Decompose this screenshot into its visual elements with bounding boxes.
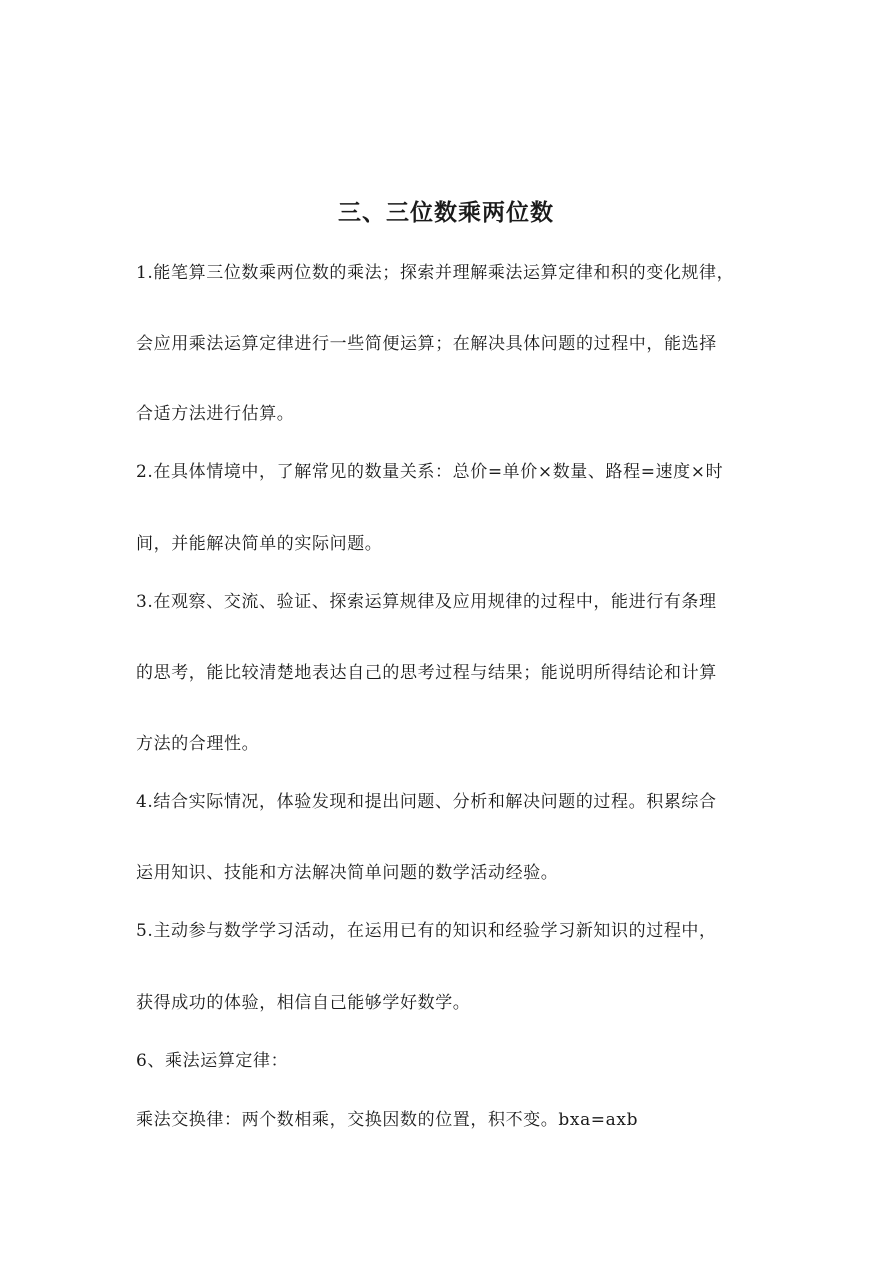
text-line-1: 1.能笔算三位数乘两位数的乘法；探索并理解乘法运算定律和积的变化规律， — [136, 263, 735, 283]
text-line-11: 5.主动参与数学学习活动，在运用已有的知识和经验学习新知识的过程中， — [136, 921, 717, 941]
text-line-3: 合适方法进行估算。 — [136, 404, 295, 424]
text-line-13: 6、乘法运算定律： — [136, 1051, 289, 1071]
text-line-8: 方法的合理性。 — [136, 734, 260, 754]
text-line-6: 3.在观察、交流、验证、探索运算规律及应用规律的过程中，能进行有条理 — [136, 592, 717, 612]
text-line-5: 间，并能解决简单的实际问题。 — [136, 534, 383, 554]
text-line-10: 运用知识、技能和方法解决简单问题的数学活动经验。 — [136, 863, 559, 883]
text-line-12: 获得成功的体验，相信自己能够学好数学。 — [136, 993, 471, 1013]
text-line-4: 2.在具体情境中，了解常见的数量关系：总价=单价×数量、路程=速度×时 — [136, 462, 724, 482]
text-line-2: 会应用乘法运算定律进行一些简便运算；在解决具体问题的过程中，能选择 — [136, 334, 717, 354]
document-title: 三、三位数乘两位数 — [338, 200, 554, 226]
text-line-14: 乘法交换律：两个数相乘，交换因数的位置，积不变。bxa=axb — [136, 1110, 639, 1130]
text-line-9: 4.结合实际情况，体验发现和提出问题、分析和解决问题的过程。积累综合 — [136, 792, 717, 812]
text-line-7: 的思考，能比较清楚地表达自己的思考过程与结果；能说明所得结论和计算 — [136, 663, 717, 683]
